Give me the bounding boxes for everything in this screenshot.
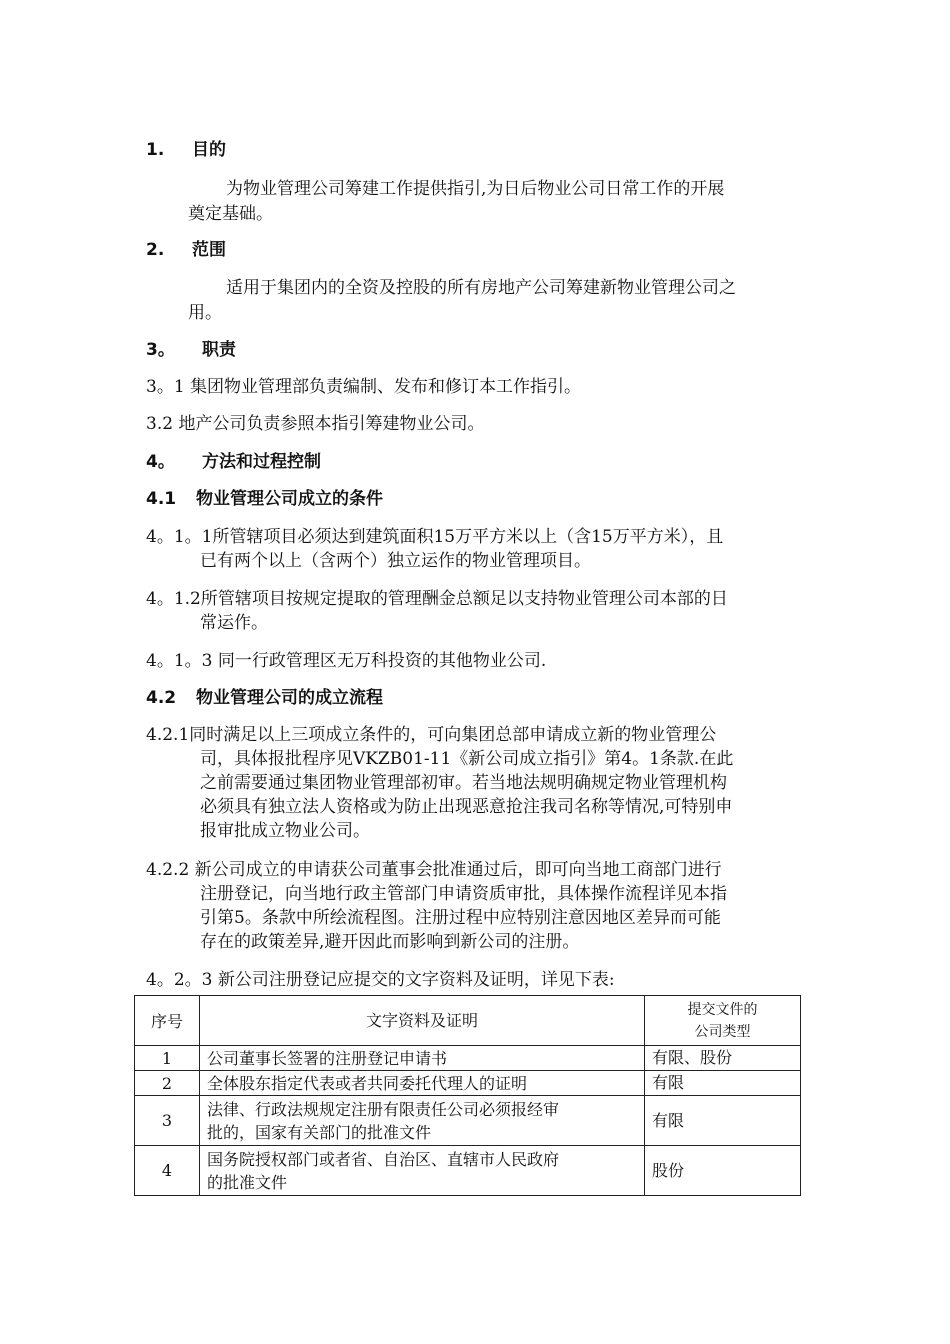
table-row [135,1096,801,1146]
section-title: 目的 [192,140,226,160]
subsection-4-2-heading [146,686,383,710]
row-document: 公司董事长签署的注册登记申请书 [200,1046,645,1071]
header-company-type-line-1: 提交文件的 [687,1001,758,1018]
documents-table [134,995,801,1196]
item-4-2-1-line-4: 必须具有独立法人资格或为防止出现恶意抢注我司名称等情况,可特别申 [200,797,733,817]
item-4-2-2-line-1: 4.2.2 新公司成立的申请获公司董事会批准通过后，即可向当地工商部门进行 [146,860,722,880]
section-2-line-1: 适用于集团内的全资及控股的所有房地产公司筹建新物业管理公司之 [226,278,736,298]
item-4-1-1-line-2: 已有两个以上（含两个）独立运作的物业管理项目。 [200,551,591,571]
item-4-1-3: 4。1。3 同一行政管理区无万科投资的其他物业公司. [146,651,547,671]
row-number: 3 [135,1096,200,1146]
item-4-1-1-line-1: 4。1。1所管辖项目必须达到建筑面积15万平方米以上（含15万平方米），且 [146,527,724,547]
section-1-line-2: 奠定基础。 [188,204,273,224]
table-row [135,1046,801,1071]
row-company-type: 有限 [645,1071,801,1096]
table-row [135,1146,801,1196]
row-number: 4 [135,1146,200,1196]
row-company-type: 股份 [645,1146,801,1196]
item-4-2-1-line-5: 报审批成立物业公司。 [200,821,370,841]
row-document-line-1: 国务院授权部门或者省、自治区、直辖市人民政府 [207,1149,560,1169]
table-header-row [135,996,801,1046]
section-title: 范围 [192,240,226,260]
section-title: 物业管理公司成立的条件 [196,489,383,509]
section-3-item-1: 3。1 集团物业管理部负责编制、发布和修订本工作指引。 [146,377,582,397]
header-number: 序号 [135,996,200,1046]
section-number: 3。 [146,340,175,360]
item-4-1-2-line-1: 4。1.2所管辖项目按规定提取的管理酬金总额足以支持物业管理公司本部的日 [146,589,728,609]
item-4-2-3: 4。2。3 新公司注册登记应提交的文字资料及证明，详见下表: [146,970,615,990]
row-company-type: 有限、股份 [645,1046,801,1071]
section-number: 2. [146,240,165,260]
section-title: 职责 [202,340,236,360]
item-4-2-2-line-2: 注册登记，向当地行政主管部门申请资质审批，具体操作流程详见本指 [200,884,727,904]
table-row [135,1071,801,1096]
row-number: 2 [135,1071,200,1096]
section-3-heading [146,338,236,362]
row-document-line-2: 的批准文件 [207,1172,288,1192]
item-4-2-1-line-1: 4.2.1同时满足以上三项成立条件的，可向集团总部申请成立新的物业管理公 [146,725,717,745]
item-4-1-2-line-2: 常运作。 [200,613,268,633]
section-number: 4.1 [146,489,177,509]
section-3-item-2: 3.2 地产公司负责参照本指引筹建物业公司。 [146,414,485,434]
section-1-heading [146,138,226,162]
item-4-2-1-line-3: 之前需要通过集团物业管理部初审。若当地法规明确规定物业管理机构 [200,773,727,793]
section-2-line-2: 用。 [188,303,222,323]
header-documents: 文字资料及证明 [200,996,645,1046]
item-4-2-2-line-3: 引第5。条款中所绘流程图。注册过程中应特别注意因地区差异而可能 [200,908,721,928]
item-4-2-1-line-2: 司，具体报批程序见VKZB01-11《新公司成立指引》第4。1条款.在此 [200,749,734,769]
header-company-type [645,996,801,1046]
section-4-heading [146,450,321,474]
section-title: 物业管理公司的成立流程 [196,688,383,708]
section-title: 方法和过程控制 [202,452,321,472]
section-2-heading [146,238,226,262]
section-number: 1. [146,140,165,160]
header-company-type-line-2: 公司类型 [694,1023,751,1040]
item-4-2-2-line-4: 存在的政策差异,避开因此而影响到新公司的注册。 [200,932,580,952]
row-document: 全体股东指定代表或者共同委托代理人的证明 [200,1071,645,1096]
row-number: 1 [135,1046,200,1071]
row-document [200,1096,645,1146]
row-document-line-1: 法律、行政法规规定注册有限责任公司必须报经审 [207,1099,560,1119]
section-number: 4.2 [146,688,177,708]
row-document [200,1146,645,1196]
section-number: 4。 [146,452,175,472]
row-document-line-2: 批的，国家有关部门的批准文件 [207,1122,432,1142]
section-1-line-1: 为物业管理公司筹建工作提供指引,为日后物业公司日常工作的开展 [226,179,725,199]
row-company-type: 有限 [645,1096,801,1146]
subsection-4-1-heading [146,487,383,511]
